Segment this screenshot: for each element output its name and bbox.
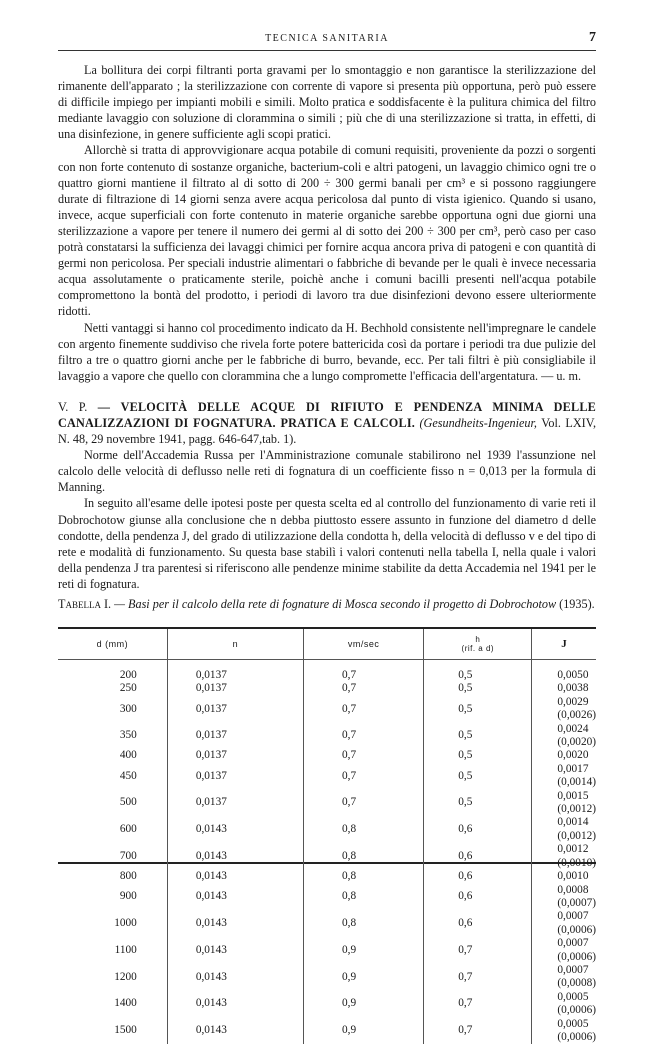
header-j: J (532, 629, 596, 660)
cell-h: 0,5 (424, 763, 532, 790)
cell-h: 0,6 (424, 870, 532, 883)
cell-d: 800 (58, 870, 167, 883)
table-caption-year: (1935). (559, 597, 595, 611)
cell-j: 0,0038 (532, 682, 596, 695)
cell-v: 0,9 (303, 937, 423, 964)
cell-h: 0,5 (424, 682, 532, 695)
cell-v: 0,8 (303, 870, 423, 883)
table-body (58, 660, 596, 1044)
cell-n: 0,0143 (167, 937, 303, 964)
cell-n: 0,0143 (167, 870, 303, 883)
cell-v: 0,8 (303, 816, 423, 843)
table-caption (58, 596, 596, 612)
article-title: — VELOCITÀ DELLE ACQUE DI RIFIUTO E PENDENZA MINIMA DELLE CANALIZZAZIONI DI FOGNATURA. PRATICA E CALCOLI. (58, 400, 596, 430)
paragraph: Norme dell'Accademia Russa per l'Amministrazione comunale stabilirono nel 1939 l'assunzione nel calcolo delle velocità di deflusso nelle reti di fognatura di un coefficiente fisso n = 0,013 per la formula di Manning. (58, 447, 596, 495)
table-row (58, 884, 596, 911)
cell-h: 0,5 (424, 790, 532, 817)
cell-h: 0,6 (424, 884, 532, 911)
cell-j: 0,0008 (0,0007) (532, 884, 596, 911)
table-row (58, 843, 596, 870)
cell-h: 0,6 (424, 843, 532, 870)
header-h (424, 629, 532, 660)
cell-n: 0,0137 (167, 763, 303, 790)
cell-n: 0,0137 (167, 723, 303, 750)
cell-h: 0,7 (424, 991, 532, 1018)
cell-j: 0,0015 (0,0012) (532, 790, 596, 817)
cell-d: 400 (58, 749, 167, 762)
cell-v: 0,7 (303, 696, 423, 723)
cell-j: 0,0010 (532, 870, 596, 883)
header-h-symbol: h (424, 635, 531, 644)
cell-v: 0,7 (303, 682, 423, 695)
header-h-note: (rif. a d) (424, 644, 531, 653)
article-citation: Vol. LXIV, N. 48, 29 novembre 1941, pagg. 646-647,tab. 1). (58, 416, 596, 446)
cell-j: 0,0017 (0,0014) (532, 763, 596, 790)
cell-d: 300 (58, 696, 167, 723)
header-d: d (mm) (58, 629, 167, 660)
cell-j: 0,0029 (0,0026) (532, 696, 596, 723)
data-table-frame (58, 627, 596, 864)
cell-d: 1100 (58, 937, 167, 964)
article-body (58, 62, 596, 612)
cell-h: 0,5 (424, 660, 532, 683)
article-source: (Gesundheits-Ingenieur, (419, 416, 536, 430)
table-row (58, 1018, 596, 1044)
cell-n: 0,0137 (167, 749, 303, 762)
cell-j: 0,0005 (0,0006) (532, 991, 596, 1018)
table-row (58, 682, 596, 695)
cell-n: 0,0143 (167, 964, 303, 991)
cell-h: 0,7 (424, 964, 532, 991)
cell-d: 350 (58, 723, 167, 750)
page-header (58, 33, 596, 49)
cell-d: 600 (58, 816, 167, 843)
cell-n: 0,0143 (167, 1018, 303, 1044)
running-title: TECNICA SANITARIA (58, 33, 596, 44)
table-row (58, 696, 596, 723)
cell-n: 0,0137 (167, 790, 303, 817)
header-n: n (167, 629, 303, 660)
cell-h: 0,5 (424, 696, 532, 723)
article-author: V. P. (58, 400, 87, 414)
cell-v: 0,8 (303, 843, 423, 870)
table-caption-text: — Basi per il calcolo della rete di fognature di Mosca secondo il progetto di Dobrochotow (114, 597, 556, 611)
cell-d: 1000 (58, 910, 167, 937)
cell-v: 0,7 (303, 749, 423, 762)
cell-n: 0,0137 (167, 696, 303, 723)
table-row (58, 964, 596, 991)
cell-d: 1400 (58, 991, 167, 1018)
cell-d: 450 (58, 763, 167, 790)
cell-h: 0,7 (424, 937, 532, 964)
page-number: 7 (589, 30, 596, 46)
header-v: vm/sec (303, 629, 423, 660)
cell-j: 0,0007 (0,0006) (532, 937, 596, 964)
paragraph: Netti vantaggi si hanno col procedimento indicato da H. Bechhold consistente nell'impregnare le candele con argento finemente suddiviso che rivela forte potere battericida così da portare i periodi tra due pulizie del filtro a tre o quattro giorni anche per le fabbriche di burro, bevande, ecc. Per tali filtri è più consigliabile il lavaggio a vapore che quello con clorammina che a lungo compromette l'efficacia dell'argentatura. — u. m. (58, 320, 596, 384)
cell-d: 250 (58, 682, 167, 695)
cell-h: 0,7 (424, 1018, 532, 1044)
cell-n: 0,0143 (167, 884, 303, 911)
table-row (58, 763, 596, 790)
paragraph: Allorchè si tratta di approvvigionare acqua potabile di comuni requisiti, proveniente da pozzi o sorgenti con non forte contenuto di sostanze organiche, bacterium-coli e altri patogeni, un lavaggio chimico ogni tre o quattro giorni mantiene il filtrato al di sotto di 200 ÷ 300 germi banali per cm³ e si possono raggiungere durate di filtrazione di 14 giorni senza avere acqua pericolosa dal punto di vista igienico. Quando si usano, invece, acque superficiali con forte contenuto in materie organiche sarebbe opportuna ogni due giorni una sterilizzazione a vapore per tenere il numero dei germi al di sotto dei 200 ÷ 300 per cm³, però caso per caso potrà constatarsi la sufficienza dei lavaggi chimici per fornire acqua ancora priva di patogeni e con quantità di germi non pericolosa. Per speciali industrie alimentari o fabbriche di bevande per le quali è invece necessaria acqua assolutamente o praticamente sterile, poichè anche i comuni bacilli presenti nell'acqua potabile compromettono la bontà del prodotto, i periodi di lavoro tra due disinfezioni devono essere ulteriormente ridotti. (58, 142, 596, 319)
cell-n: 0,0137 (167, 682, 303, 695)
table-caption-label: Tabella I. (58, 597, 111, 611)
paragraph: In seguito all'esame delle ipotesi poste per questa scelta ed al controllo del funzionamento di varie reti il Dobrochotow giunse alla conclusione che n debba piuttosto essere assunto in funzione del diametro d delle condotte, della pendenza J, del grado di utilizzazione della condotta h, della velocità di deflusso v e del tipo di rete e modalità di funzionamento. Su questa base stabilì i valori contenuti nella tabella I, nella quale i valori della pendenza J tra parentesi si riferiscono alle pendenze minime stabilite da detta Accademia nel 1941 per le reti di fognatura. (58, 495, 596, 592)
cell-j: 0,0005 (0,0006) (532, 1018, 596, 1044)
cell-j: 0,0007 (0,0006) (532, 910, 596, 937)
cell-h: 0,5 (424, 723, 532, 750)
cell-v: 0,7 (303, 660, 423, 683)
cell-v: 0,8 (303, 910, 423, 937)
table-row (58, 723, 596, 750)
table-row (58, 910, 596, 937)
table-row (58, 749, 596, 762)
cell-v: 0,7 (303, 723, 423, 750)
table-row (58, 660, 596, 683)
cell-n: 0,0137 (167, 660, 303, 683)
cell-n: 0,0143 (167, 843, 303, 870)
cell-d: 1200 (58, 964, 167, 991)
cell-n: 0,0143 (167, 816, 303, 843)
cell-j: 0,0012 (0,0010) (532, 843, 596, 870)
article-heading (58, 399, 596, 447)
data-table (58, 629, 596, 1044)
cell-v: 0,9 (303, 991, 423, 1018)
cell-d: 700 (58, 843, 167, 870)
cell-d: 200 (58, 660, 167, 683)
cell-n: 0,0143 (167, 910, 303, 937)
cell-v: 0,7 (303, 763, 423, 790)
cell-j: 0,0014 (0,0012) (532, 816, 596, 843)
cell-d: 500 (58, 790, 167, 817)
cell-v: 0,9 (303, 1018, 423, 1044)
cell-j: 0,0050 (532, 660, 596, 683)
table-row (58, 937, 596, 964)
table-row (58, 790, 596, 817)
cell-d: 900 (58, 884, 167, 911)
paragraph: La bollitura dei corpi filtranti porta gravami per lo smontaggio e non garantisce la sterilizzazione del rimanente dell'apparato ; la sterilizzazione con corrente di vapore si presenta più opportuna, però può essere di difficile impiego per impianti mobili e simili. Molto pratica e soddisfacente è la pulitura chimica del filtro mediante lavaggio con soluzione di clorammina o simili ; più che di una sterilizzazione si tratta, in effetti, di una disinfezione, in genere sufficiente agli scopi pratici. (58, 62, 596, 142)
table-row (58, 816, 596, 843)
cell-h: 0,6 (424, 910, 532, 937)
cell-h: 0,6 (424, 816, 532, 843)
cell-n: 0,0143 (167, 991, 303, 1018)
cell-v: 0,8 (303, 884, 423, 911)
table-row (58, 991, 596, 1018)
cell-d: 1500 (58, 1018, 167, 1044)
cell-v: 0,9 (303, 964, 423, 991)
table-row (58, 870, 596, 883)
cell-h: 0,5 (424, 749, 532, 762)
cell-v: 0,7 (303, 790, 423, 817)
cell-j: 0,0024 (0,0020) (532, 723, 596, 750)
cell-j: 0,0007 (0,0008) (532, 964, 596, 991)
header-rule (58, 50, 596, 51)
cell-j: 0,0020 (532, 749, 596, 762)
